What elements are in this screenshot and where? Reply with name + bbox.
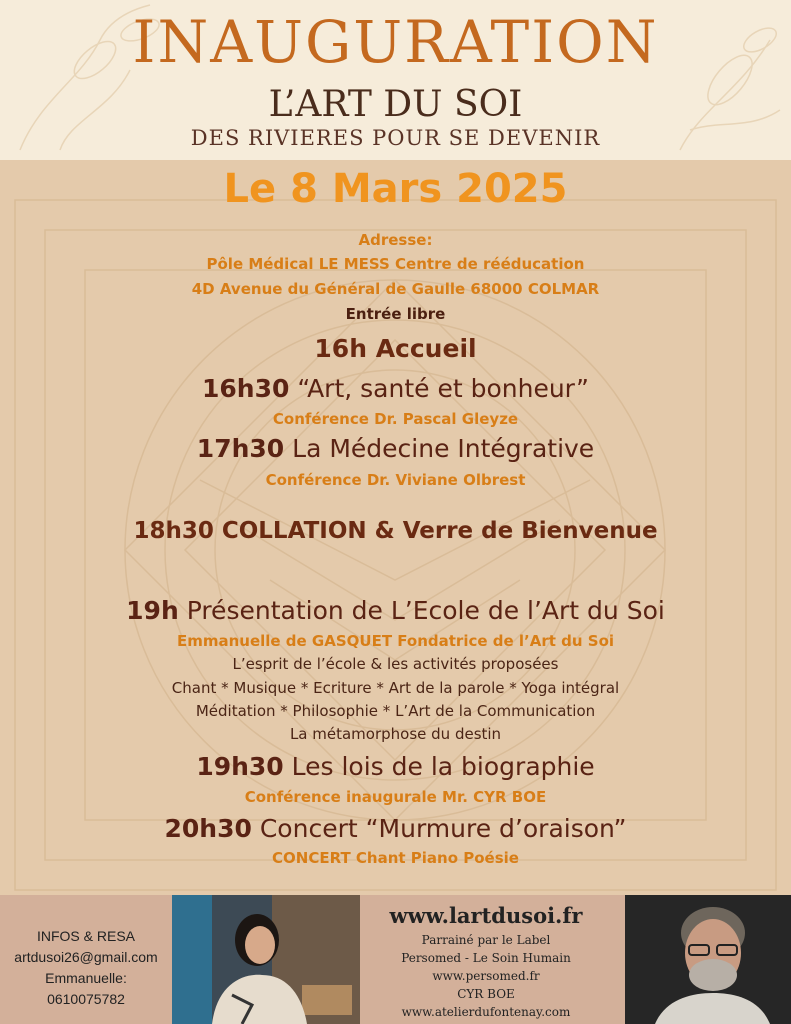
woman-portrait-icon bbox=[172, 895, 360, 1024]
contact-name: Emmanuelle: bbox=[45, 970, 127, 986]
footer bbox=[0, 895, 791, 1024]
schedule-item-accueil: 16h Accueil bbox=[314, 334, 477, 363]
schedule-speaker: Conférence Dr. Pascal Gleyze bbox=[272, 410, 519, 428]
schedule-time: 19h bbox=[126, 596, 179, 625]
schedule-time: 16h30 bbox=[202, 374, 290, 403]
address-label: Adresse: bbox=[358, 231, 433, 249]
schedule-title: La Médecine Intégrative bbox=[284, 434, 595, 463]
contact-phone[interactable]: 0610075782 bbox=[47, 991, 125, 1007]
schedule-item-1930 bbox=[0, 752, 791, 781]
contact-info bbox=[0, 895, 172, 1024]
schedule-item-1730 bbox=[0, 434, 791, 463]
school-detail: Chant * Musique * Ecriture * Art de la parole * Yoga intégral bbox=[171, 679, 620, 697]
entry-note: Entrée libre bbox=[345, 305, 446, 323]
schedule-title: Présentation de L’Ecole de l’Art du Soi bbox=[178, 596, 665, 625]
school-detail: Méditation * Philosophie * L’Art de la Communication bbox=[195, 702, 596, 720]
schedule-time: 17h30 bbox=[196, 434, 285, 463]
sponsor-block bbox=[360, 895, 612, 1024]
schedule-title: Concert “Murmure d’oraison” bbox=[251, 814, 627, 843]
subtitle: DES RIVIERES POUR SE DEVENIR bbox=[190, 126, 601, 150]
schedule-title: “Art, santé et bonheur” bbox=[289, 374, 589, 403]
event-date: Le 8 Mars 2025 bbox=[223, 166, 568, 212]
speaker-photo bbox=[625, 895, 791, 1024]
schedule-speaker: Emmanuelle de GASQUET Fondatrice de l’Art du Soi bbox=[176, 632, 615, 650]
schedule-time: 19h30 bbox=[196, 752, 284, 781]
address-line-1: Pôle Médical LE MESS Centre de rééducation bbox=[206, 255, 585, 273]
sponsor-site-link[interactable]: www.persomed.fr bbox=[432, 969, 540, 983]
schedule-item-collation: 18h30 COLLATION & Verre de Bienvenue bbox=[133, 518, 658, 544]
schedule-speaker: Conférence inaugurale Mr. CYR BOE bbox=[244, 788, 547, 806]
sponsor-line-1: Parrainé par le Label bbox=[421, 933, 551, 947]
schedule-item-19h bbox=[0, 596, 791, 625]
schedule-item-2030 bbox=[0, 814, 791, 843]
sponsor-name: CYR BOE bbox=[457, 987, 515, 1001]
schedule-title: Les lois de la biographie bbox=[283, 752, 595, 781]
schedule-time: 20h30 bbox=[164, 814, 252, 843]
school-detail: L’esprit de l’école & les activités proposées bbox=[232, 655, 559, 673]
page-title: INAUGURATION bbox=[132, 8, 659, 76]
header-banner bbox=[0, 0, 791, 160]
man-portrait-icon bbox=[625, 895, 791, 1024]
founder-photo bbox=[172, 895, 360, 1024]
school-detail: La métamorphose du destin bbox=[289, 725, 502, 743]
organization-name: L’ART DU SOI bbox=[268, 84, 523, 125]
infos-label: INFOS & RESA bbox=[36, 928, 136, 944]
main-content bbox=[0, 160, 791, 895]
sponsor-site-2-link[interactable]: www.atelierdufontenay.com bbox=[401, 1005, 571, 1019]
address-line-2: 4D Avenue du Général de Gaulle 68000 COLMAR bbox=[191, 280, 600, 298]
schedule-speaker: CONCERT Chant Piano Poésie bbox=[272, 849, 519, 867]
sponsor-line-2: Persomed - Le Soin Humain bbox=[401, 951, 571, 965]
contact-email[interactable]: artdusoi26@gmail.com bbox=[14, 949, 158, 965]
website-link[interactable]: www.lartdusoi.fr bbox=[389, 903, 583, 928]
schedule-item-1630 bbox=[0, 374, 791, 403]
schedule-speaker: Conférence Dr. Viviane Olbrest bbox=[265, 471, 526, 489]
